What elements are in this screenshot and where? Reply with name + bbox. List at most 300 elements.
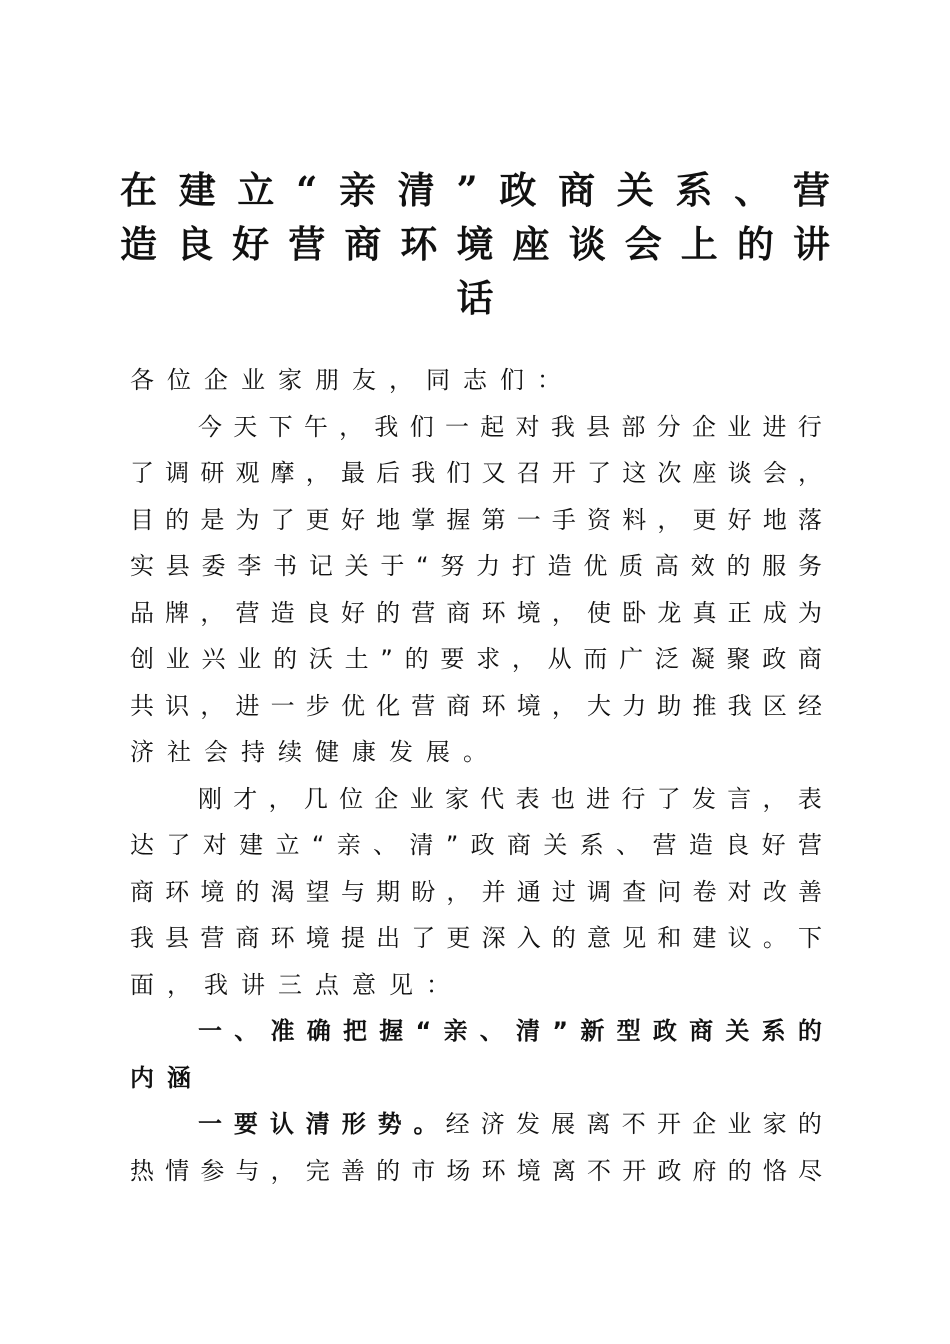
text-char: 更 — [446, 924, 471, 952]
text-char: 的 — [797, 1017, 822, 1045]
text-char: 、 — [616, 831, 641, 859]
text-char: 意 — [352, 970, 376, 999]
text-char: 的 — [376, 1156, 401, 1185]
text-char: 济 — [480, 1110, 505, 1138]
text-char: 营 — [288, 222, 326, 266]
text-char: 一 — [444, 412, 469, 441]
text-char: 兴 — [201, 645, 226, 673]
text-char: 望 — [305, 877, 330, 906]
text-char: 了 — [166, 831, 191, 859]
text-char: 并 — [481, 877, 506, 906]
text-char: 从 — [547, 645, 572, 673]
text-char: 高 — [654, 552, 679, 580]
document-body — [130, 357, 822, 1194]
text-char: 我 — [130, 924, 154, 952]
text-char: 质 — [619, 552, 644, 580]
paragraph-3-line-2 — [130, 1148, 822, 1195]
text-char: 了 — [587, 459, 612, 487]
text-char: 服 — [762, 552, 787, 580]
text-char: 好 — [340, 598, 365, 627]
text-char: 把 — [343, 1017, 367, 1045]
text-char: 家 — [762, 1110, 787, 1138]
text-char: 们 — [446, 459, 471, 487]
text-char: 手 — [551, 505, 576, 534]
text-char: 商 — [507, 831, 531, 859]
text-char: 涵 — [167, 1063, 191, 1092]
paragraph-3-line-1 — [130, 1101, 822, 1148]
text-char: 关 — [344, 552, 369, 580]
text-char: 出 — [376, 924, 401, 952]
text-char: 业 — [237, 645, 262, 673]
text-char: “ — [296, 168, 318, 212]
text-char: 的 — [551, 924, 576, 952]
text-char: 的 — [736, 222, 774, 266]
paragraph-1-line — [130, 683, 822, 730]
text-char: 议 — [727, 924, 752, 952]
text-char: 效 — [690, 552, 715, 580]
text-char: 境 — [516, 598, 541, 627]
text-char: 渴 — [270, 877, 295, 906]
text-char: 地 — [376, 505, 401, 534]
text-char: 亲 — [339, 168, 377, 212]
text-char: 情 — [165, 1156, 190, 1185]
text-char: 商 — [797, 645, 822, 673]
text-char: 商 — [689, 1017, 714, 1045]
text-char: 营 — [235, 598, 260, 627]
text-char: 建 — [239, 831, 264, 859]
text-char: 恪 — [762, 1156, 787, 1185]
text-char: 第 — [481, 505, 506, 534]
text-char: 境 — [516, 691, 541, 720]
text-char: 天 — [233, 412, 258, 441]
text-char: ， — [200, 598, 225, 627]
text-char: 清 — [305, 1110, 330, 1138]
text-char: 查 — [622, 877, 647, 906]
text-char: 意 — [587, 924, 612, 952]
text-char: 的 — [404, 645, 429, 673]
text-char: 对 — [202, 831, 227, 859]
text-char: 努 — [440, 552, 465, 580]
text-char: 济 — [130, 738, 154, 766]
text-char: 实 — [130, 552, 154, 580]
paragraph-1-line — [130, 450, 822, 497]
text-char: 关 — [616, 168, 654, 212]
text-char: 为 — [235, 505, 260, 534]
text-char: 场 — [446, 1156, 471, 1185]
text-char: 友 — [352, 366, 376, 394]
text-char: 调 — [165, 459, 190, 487]
text-char: 了 — [130, 459, 154, 487]
text-char: 表 — [515, 784, 540, 813]
text-char: 良 — [725, 831, 750, 859]
text-char: 目 — [130, 505, 154, 534]
text-char: ， — [657, 505, 682, 534]
text-char: 次 — [657, 459, 682, 487]
text-char: 商 — [344, 222, 382, 266]
text-char: 卧 — [622, 598, 647, 627]
text-char: ” — [380, 645, 393, 673]
text-char: 了 — [656, 784, 681, 813]
text-char: 三 — [278, 970, 302, 999]
text-char: 造 — [120, 222, 157, 266]
text-char: 势 — [377, 1110, 402, 1138]
text-char: 要 — [440, 645, 465, 673]
text-char: 为 — [797, 598, 822, 627]
text-char: 府 — [692, 1156, 717, 1185]
text-char: 县 — [165, 552, 190, 580]
text-char: 营 — [200, 924, 225, 952]
text-char: 。 — [413, 1110, 438, 1138]
paragraph-2-line — [130, 822, 822, 869]
text-char: 泛 — [654, 645, 679, 673]
text-char: “ — [311, 831, 325, 859]
text-char: 牌 — [165, 598, 190, 627]
text-char: 商 — [130, 877, 154, 906]
text-char: 达 — [130, 831, 154, 859]
text-char: 环 — [400, 222, 438, 266]
text-char: 一 — [198, 1110, 222, 1138]
text-char: 认 — [269, 1110, 294, 1138]
text-char: 立 — [275, 831, 300, 859]
text-char: 良 — [305, 598, 330, 627]
paragraph-2-line — [130, 869, 822, 916]
text-char: 记 — [308, 552, 333, 580]
paragraph-3-rest — [446, 1101, 822, 1148]
text-char: 环 — [481, 691, 506, 720]
text-char: 各 — [130, 366, 154, 394]
text-char: 最 — [340, 459, 365, 487]
text-char: 卷 — [692, 877, 717, 906]
paragraph-2-line — [130, 962, 822, 1009]
document-title — [120, 163, 830, 325]
title-line-2 — [120, 217, 830, 271]
text-char: 区 — [762, 691, 787, 720]
paragraph-1-line — [130, 497, 822, 544]
text-char: 展 — [551, 1110, 576, 1138]
text-char: “ — [416, 552, 429, 580]
text-char: ， — [167, 970, 191, 999]
text-char: 境 — [305, 924, 330, 952]
text-char: 、 — [479, 1017, 504, 1045]
text-char: 业 — [727, 1110, 752, 1138]
paragraph-1-line — [130, 404, 822, 451]
section-heading-1-cont — [130, 1055, 822, 1102]
text-char: 的 — [376, 598, 401, 627]
text-char: 几 — [303, 784, 328, 813]
text-char: 盼 — [411, 877, 436, 906]
text-char: 位 — [339, 784, 364, 813]
text-char: 一 — [198, 1017, 222, 1045]
text-char: 与 — [340, 877, 365, 906]
text-char: 商 — [558, 168, 596, 212]
text-char: 一 — [270, 691, 295, 720]
text-char: 商 — [446, 691, 471, 720]
text-char: ， — [762, 784, 787, 813]
text-char: 经 — [445, 1110, 470, 1138]
text-char: 经 — [797, 691, 822, 720]
text-char: 关 — [543, 831, 568, 859]
text-char: 步 — [305, 691, 330, 720]
text-char: ， — [551, 598, 576, 627]
text-char: 又 — [481, 459, 506, 487]
text-char: 于 — [380, 552, 405, 580]
text-char: 进 — [235, 691, 260, 720]
text-char: 营 — [411, 691, 436, 720]
text-char: 好 — [761, 831, 786, 859]
text-char: ， — [200, 691, 225, 720]
text-char: 环 — [270, 924, 295, 952]
text-char: 大 — [587, 691, 612, 720]
text-char: 志 — [463, 366, 487, 394]
text-char: 会 — [204, 738, 228, 766]
text-char: 业 — [165, 645, 190, 673]
text-char: ， — [389, 366, 413, 394]
title-line-1 — [120, 163, 830, 217]
text-char: 是 — [200, 505, 225, 534]
text-char: 在 — [120, 168, 157, 212]
text-char: 造 — [688, 831, 713, 859]
text-char: 造 — [547, 552, 572, 580]
text-char: 午 — [303, 412, 328, 441]
text-char: 李 — [237, 552, 262, 580]
text-char: 助 — [657, 691, 682, 720]
text-char: 好 — [340, 505, 365, 534]
text-char: 部 — [621, 412, 646, 441]
text-char: 我 — [411, 459, 436, 487]
text-char: 共 — [130, 691, 154, 720]
text-char: 环 — [165, 877, 190, 906]
text-char: 对 — [515, 412, 540, 441]
text-char: 商 — [235, 924, 260, 952]
text-char: 成 — [762, 598, 787, 627]
text-char: 清 — [397, 168, 435, 212]
text-char: 才 — [233, 784, 258, 813]
text-char: 亲 — [443, 1017, 468, 1045]
text-char: 清 — [409, 831, 434, 859]
text-char: 更 — [305, 505, 330, 534]
text-char: 求 — [476, 645, 501, 673]
text-char: 的 — [797, 1110, 822, 1138]
text-char: 完 — [305, 1156, 330, 1185]
text-char: 建 — [178, 168, 216, 212]
text-char: 更 — [692, 505, 717, 534]
text-char: 表 — [797, 784, 822, 813]
text-char: 分 — [656, 412, 681, 441]
text-char: 座 — [692, 459, 717, 487]
text-char: 同 — [426, 366, 450, 394]
text-char: 深 — [481, 924, 506, 952]
text-char: ： — [537, 366, 561, 394]
text-char: 落 — [797, 505, 822, 534]
text-char: 、 — [734, 168, 772, 212]
text-char: 务 — [797, 552, 822, 580]
text-char: 入 — [516, 924, 541, 952]
text-char: 调 — [587, 877, 612, 906]
text-char: 持 — [241, 738, 265, 766]
text-char: 好 — [727, 505, 752, 534]
text-char: 业 — [727, 412, 752, 441]
text-char: 也 — [550, 784, 575, 813]
text-char: 业 — [409, 784, 434, 813]
text-char: 政 — [762, 645, 787, 673]
text-char: 优 — [340, 691, 365, 720]
text-char: 发 — [516, 1110, 541, 1138]
text-char: 使 — [587, 598, 612, 627]
text-char: 了 — [411, 924, 436, 952]
text-char: 言 — [727, 784, 752, 813]
text-char: 谈 — [568, 222, 606, 266]
text-char: 尽 — [797, 1156, 822, 1185]
text-char: 善 — [797, 877, 822, 906]
text-char: 市 — [411, 1156, 436, 1185]
text-char: 下 — [268, 412, 293, 441]
text-char: 掌 — [411, 505, 436, 534]
text-char: 好 — [232, 222, 270, 266]
paragraph-1-line — [130, 543, 822, 590]
text-char: 讲 — [241, 970, 265, 999]
text-char: 的 — [165, 505, 190, 534]
text-char: 真 — [692, 598, 717, 627]
text-char: 问 — [657, 877, 682, 906]
text-char: 环 — [481, 598, 506, 627]
text-char: 我 — [204, 970, 228, 999]
text-char: 系 — [579, 831, 604, 859]
text-char: 关 — [725, 1017, 750, 1045]
text-char: 建 — [692, 924, 717, 952]
text-char: 的 — [726, 552, 751, 580]
text-char: 研 — [200, 459, 225, 487]
text-char: 的 — [727, 1156, 752, 1185]
text-char: 县 — [165, 924, 190, 952]
text-char: 改 — [762, 877, 787, 906]
text-char: 们 — [409, 412, 434, 441]
text-char: 清 — [516, 1017, 541, 1045]
text-char: ” — [552, 1017, 569, 1045]
text-char: 通 — [516, 877, 541, 906]
text-char: 了 — [270, 505, 295, 534]
text-char: 后 — [376, 459, 401, 487]
text-char: “ — [415, 1017, 432, 1045]
text-char: 我 — [374, 412, 399, 441]
text-char: 朋 — [315, 366, 339, 394]
text-char: 起 — [480, 412, 505, 441]
text-char: 的 — [273, 645, 298, 673]
text-char: 话 — [456, 276, 494, 320]
text-char: 资 — [587, 505, 612, 534]
paragraph-1-line — [130, 636, 822, 683]
text-char: 系 — [761, 1017, 786, 1045]
text-char: 的 — [235, 877, 260, 906]
text-char: 企 — [204, 366, 228, 394]
text-char: 召 — [516, 459, 541, 487]
text-char: 会 — [762, 459, 787, 487]
text-char: 广 — [619, 645, 644, 673]
text-char: 优 — [583, 552, 608, 580]
text-char: 一 — [516, 505, 541, 534]
text-char: 业 — [241, 366, 265, 394]
text-char: 会 — [624, 222, 662, 266]
text-char: 热 — [130, 1156, 154, 1185]
text-char: 。 — [762, 924, 787, 952]
text-char: 健 — [315, 738, 339, 766]
text-char: 刚 — [198, 784, 222, 813]
text-char: 形 — [341, 1110, 366, 1138]
text-char: 不 — [621, 1110, 646, 1138]
text-char: 准 — [270, 1017, 295, 1045]
text-char: ， — [270, 1156, 295, 1185]
paragraph-2-line — [130, 776, 822, 823]
text-char: ， — [339, 412, 364, 441]
text-char: 境 — [200, 877, 225, 906]
text-char: 土 — [344, 645, 369, 673]
text-char: 进 — [586, 784, 611, 813]
text-char: 政 — [657, 1156, 682, 1185]
text-char: 化 — [376, 691, 401, 720]
text-char: 代 — [480, 784, 505, 813]
text-char: 善 — [340, 1156, 365, 1185]
text-char: 摩 — [270, 459, 295, 487]
text-char: 境 — [456, 222, 494, 266]
text-char: 面 — [130, 970, 154, 999]
text-char: 聚 — [726, 645, 751, 673]
text-char: 发 — [691, 784, 716, 813]
text-char: 沃 — [308, 645, 333, 673]
text-char: 行 — [797, 412, 822, 441]
text-char: 进 — [762, 412, 787, 441]
text-char: 书 — [273, 552, 298, 580]
paragraph-3-lead — [198, 1101, 438, 1148]
text-char: 展 — [426, 738, 450, 766]
text-char: 座 — [512, 222, 550, 266]
text-char: 营 — [798, 831, 822, 859]
text-char: 上 — [680, 222, 718, 266]
salutation — [130, 357, 822, 404]
text-char: 识 — [165, 691, 190, 720]
text-char: 位 — [167, 366, 191, 394]
text-char: 品 — [130, 598, 154, 627]
section-heading-1 — [130, 1008, 822, 1055]
text-char: 推 — [692, 691, 717, 720]
text-char: 商 — [446, 598, 471, 627]
text-char: 打 — [511, 552, 536, 580]
text-char: 造 — [270, 598, 295, 627]
text-char: 康 — [352, 738, 376, 766]
text-char: 期 — [376, 877, 401, 906]
text-char: 发 — [389, 738, 413, 766]
text-char: 企 — [692, 1110, 717, 1138]
text-char: 离 — [551, 1156, 576, 1185]
text-char: 我 — [550, 412, 575, 441]
paragraph-2-line — [130, 915, 822, 962]
paragraph-1-line — [130, 590, 822, 637]
text-char: 我 — [727, 691, 752, 720]
text-char: 行 — [621, 784, 646, 813]
text-char: 不 — [587, 1156, 612, 1185]
text-char: 新 — [580, 1017, 605, 1045]
text-char: 亲 — [336, 831, 361, 859]
text-char: ” — [456, 168, 478, 212]
text-char: 、 — [373, 831, 398, 859]
text-char: 立 — [237, 168, 275, 212]
text-char: 力 — [622, 691, 647, 720]
text-char: 下 — [797, 924, 822, 952]
text-char: 开 — [622, 1156, 647, 1185]
text-char: ： — [426, 970, 450, 999]
title-line-3 — [120, 271, 830, 325]
text-char: 环 — [481, 1156, 506, 1185]
text-char: 观 — [235, 459, 260, 487]
text-char: 这 — [622, 459, 647, 487]
